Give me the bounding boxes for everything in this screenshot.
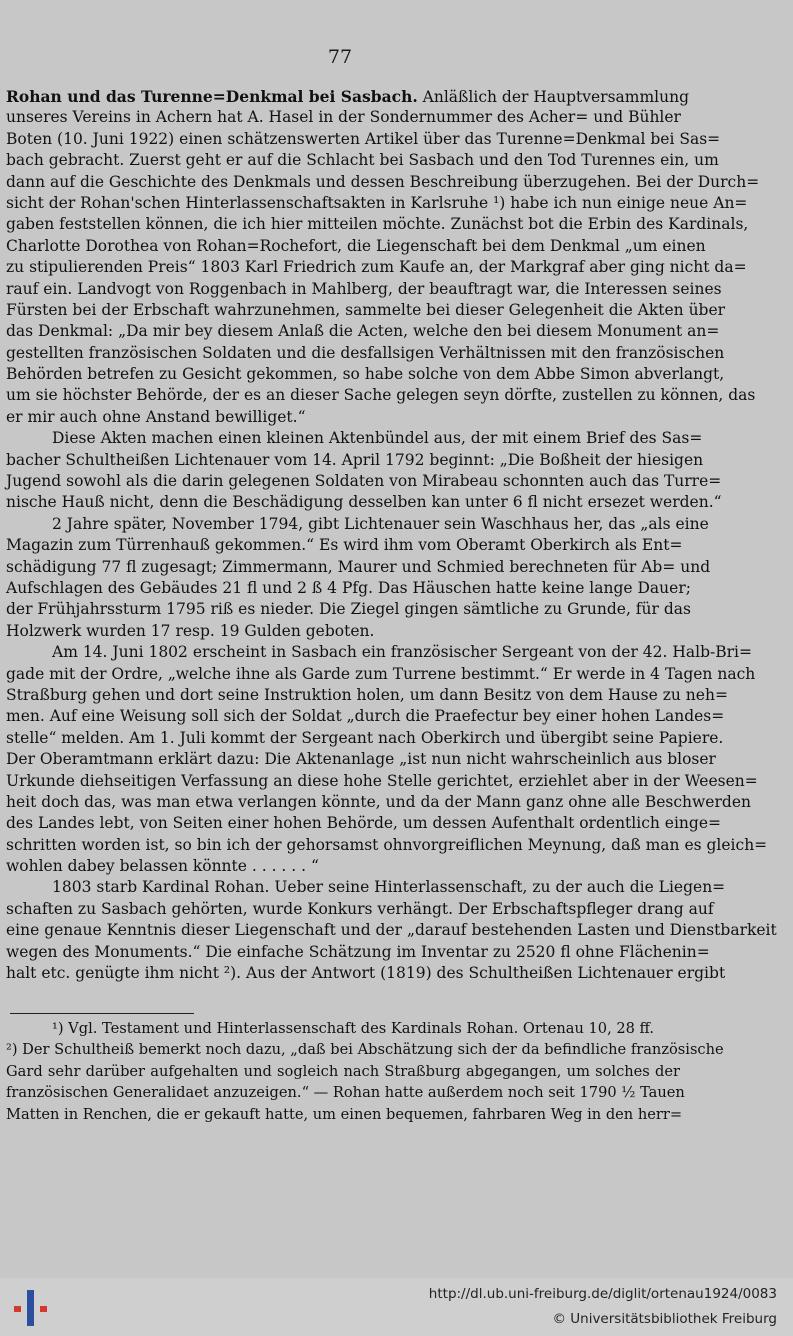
text-line [6,343,725,364]
line-text: stelle“ melden. Am 1. Juli kommt der Sergeant nach Oberkirch und übergibt seine Papiere. [6,728,724,747]
text-line [6,578,691,599]
line-text: gaben feststellen können, die ich hier mitteilen möchte. Zunächst bot die Erbin des Kardinals, [6,215,749,234]
line-text: schädigung 77 fl zugesagt; Zimmermann, Maurer und Schmied berechneten für Ab= und [6,557,711,576]
line-text: gade mit der Ordre, „welche ihne als Garde zum Turrene bestimmt.“ Er werde in 4 Tagen nach [6,664,756,683]
line-text: bach gebracht. Zuerst geht er auf die Schlacht bei Sasbach und den Tod Turennes ein, um [6,151,719,170]
line-text: Diese Akten machen einen kleinen Aktenbündel aus, der mit einem Brief des Sas= [52,429,703,448]
text-line [6,86,690,107]
line-text: Straßburg gehen und dort seine Instruktion holen, um dann Besitz von dem Hause zu neh= [6,685,728,704]
footnote-line: Gard sehr darüber aufgehalten und sogleich nach Straßburg abgegangen, um solches der [6,1062,680,1080]
text-line [6,279,722,300]
text-line [6,706,725,727]
line-text: zu stipulierenden Preis“ 1803 Karl Friedrich zum Kaufe an, der Markgraf aber ging nicht da= [6,258,747,277]
source-url-link[interactable]: http://dl.ub.uni-freiburg.de/diglit/ortenau1924/0083 [428,1286,777,1302]
line-text: Urkunde diehseitigen Verfassung an diese hohe Stelle gerichtet, erziehlet aber in der Weesen= [6,771,758,790]
text-line [6,599,691,620]
text-line [6,364,725,385]
text-line [6,236,706,257]
text-line [6,664,756,685]
line-text: das Denkmal: „Da mir bey diesem Anlaß die Acten, welche den bei diesem Monument an= [6,322,720,341]
footnote-divider [10,1013,194,1014]
text-line [6,877,726,898]
line-text: gestellten französischen Soldaten und die desfallsigen Verhältnissen mit den französischen [6,343,725,362]
line-text: sicht der Rohan'schen Hinterlassenschaftsakten in Karlsruhe ¹) habe ich nun einige neue An= [6,193,748,212]
line-text: nische Hauß nicht, denn die Beschädigung desselben kan unter 6 fl nicht ersezet werden.“ [6,493,722,512]
line-text: bacher Schultheißen Lichtenauer vom 14. April 1792 beginnt: „Die Boßheit der hiesigen [6,450,704,469]
text-line [6,856,680,877]
line-text: Fürsten bei der Erbschaft wahrzunehmen, sammelte bei dieser Gelegenheit die Akten über [6,300,726,319]
text-line [6,749,716,770]
viewer-footer [0,1278,793,1336]
line-text: wegen des Monuments.“ Die einfache Schätzung im Inventar zu 2520 fl ohne Flächenin= [6,942,710,961]
line-text: Aufschlagen des Gebäudes 21 fl und 2 ß 4 Pfg. Das Häuschen hatte keine lange Dauer; [6,578,691,597]
text-line [6,107,680,128]
line-text: heit doch das, was man etwa verlangen könnte, und da der Mann ganz ohne alle Beschwerden [6,792,751,811]
footnote-line: ²) Der Schultheiß bemerkt noch dazu, „daß bei Abschätzung sich der da befindliche französische [6,1041,724,1059]
body-text [6,86,777,984]
text-line [6,257,747,278]
text-line [6,535,683,556]
line-text: men. Auf eine Weisung soll sich der Soldat „durch die Praefectur bey einer hohen Landes= [6,707,725,726]
text-line [6,492,722,513]
text-line [6,899,714,920]
library-logo-icon [12,1286,52,1330]
footnote-line: ¹) Vgl. Testament und Hinterlassenschaft des Kardinals Rohan. Ortenau 10, 28 ff. [52,1020,655,1037]
line-text: Anläßlich der Hauptversammlung [417,88,690,106]
line-text: dann auf die Geschichte des Denkmals und dessen Beschreibung überzugehen. Bei der Durch= [6,172,760,191]
line-text: um sie höchster Behörde, der es an dieser Sache gelegen seyn dörfte, zustellen zu können, das [6,386,756,405]
text-line [6,728,724,749]
line-text: 1803 starb Kardinal Rohan. Ueber seine Hinterlassenschaft, zu der auch die Liegen= [52,878,726,897]
line-text: 2 Jahre später, November 1794, gibt Lichtenauer sein Waschhaus her, das „als eine [52,514,709,533]
line-text: Jugend sowohl als die darin gelegenen Soldaten von Mirabeau schonnten auch das Turre= [6,472,722,491]
line-text: unseres Vereins in Achern hat A. Hasel in der Sondernummer des Acher= und Bühler [6,108,681,127]
text-line [6,792,751,813]
text-line [6,450,704,471]
line-text: Am 14. Juni 1802 erscheint in Sasbach ein französischer Sergeant von der 42. Halb-Bri= [52,643,752,662]
line-text: wohlen dabey belassen könnte . . . . . . “ [6,857,319,876]
text-line [6,428,703,449]
text-line [6,193,748,214]
article-heading: Rohan und das Turenne=Denkmal bei Sasbach. [6,87,418,106]
footnote-line: Matten in Renchen, die er gekauft hatte, um einen bequemen, fahrbaren Weg in den herr= [6,1105,683,1123]
line-text: schritten worden ist, so bin ich der gehorsamst ohnvorgreiflichen Meynung, daß man es gleich= [6,835,768,854]
line-text: eine genaue Kenntnis dieser Liegenschaft und der „darauf bestehenden Lasten und Dienstbarkeit [6,921,777,940]
text-line [6,813,721,834]
text-line [6,214,749,235]
text-line [6,963,726,984]
line-text: des Landes lebt, von Seiten einer hohen Behörde, um dessen Aufenthalt ordentlich einge= [6,814,721,833]
text-line [6,942,710,963]
copyright-notice: © Universitätsbibliothek Freiburg [552,1311,777,1327]
text-line [6,514,709,535]
line-text: Magazin zum Türrenhauß gekommen.“ Es wird ihm vom Oberamt Oberkirch als Ent= [6,536,683,555]
text-line [6,129,721,150]
text-line [6,685,728,706]
text-line [6,920,777,941]
text-line [6,771,758,792]
text-line [6,835,768,856]
line-text: der Frühjahrssturm 1795 riß es nieder. Die Ziegel gingen sämtliche zu Grunde, für das [6,600,691,619]
line-text: Holzwerk wurden 17 resp. 19 Gulden geboten. [6,621,375,640]
text-line [6,385,756,406]
text-line [6,300,726,321]
line-text: Charlotte Dorothea von Rohan=Rochefort, die Liegenschaft bei dem Denkmal „um einen [6,236,706,255]
line-text: Boten (10. Juni 1922) einen schätzenswerten Artikel über das Turenne=Denkmal bei Sas= [6,129,721,148]
line-text: halt etc. genügte ihm nicht ²). Aus der Antwort (1819) des Schultheißen Lichtenauer ergibt [6,964,726,983]
line-text: Behörden betrefen zu Gesicht gekommen, so habe solche von dem Abbe Simon abverlangt, [6,365,725,384]
text-line [6,471,722,492]
text-line [6,150,719,171]
line-text: er mir auch ohne Anstand bewilliget.“ [6,407,306,426]
text-line [6,172,760,193]
footnotes [6,1018,724,1125]
text-line [6,642,752,663]
text-line [6,621,680,642]
line-text: schaften zu Sasbach gehörten, wurde Konkurs verhängt. Der Erbschaftspfleger drang auf [6,899,714,918]
page-number: 77 [327,46,353,68]
footnote-line: französischen Generalidaet anzuzeigen.“ — Rohan hatte außerdem noch seit 1790 ½ Tauen [6,1084,685,1102]
line-text: Der Oberamtmann erklärt dazu: Die Aktenanlage „ist nun nicht wahrscheinlich aus bloser [6,750,716,769]
text-line [6,557,711,578]
line-text: rauf ein. Landvogt von Roggenbach in Mahlberg, der beauftragt war, die Interessen seines [6,279,722,298]
text-line [6,321,720,342]
text-line [6,407,680,428]
